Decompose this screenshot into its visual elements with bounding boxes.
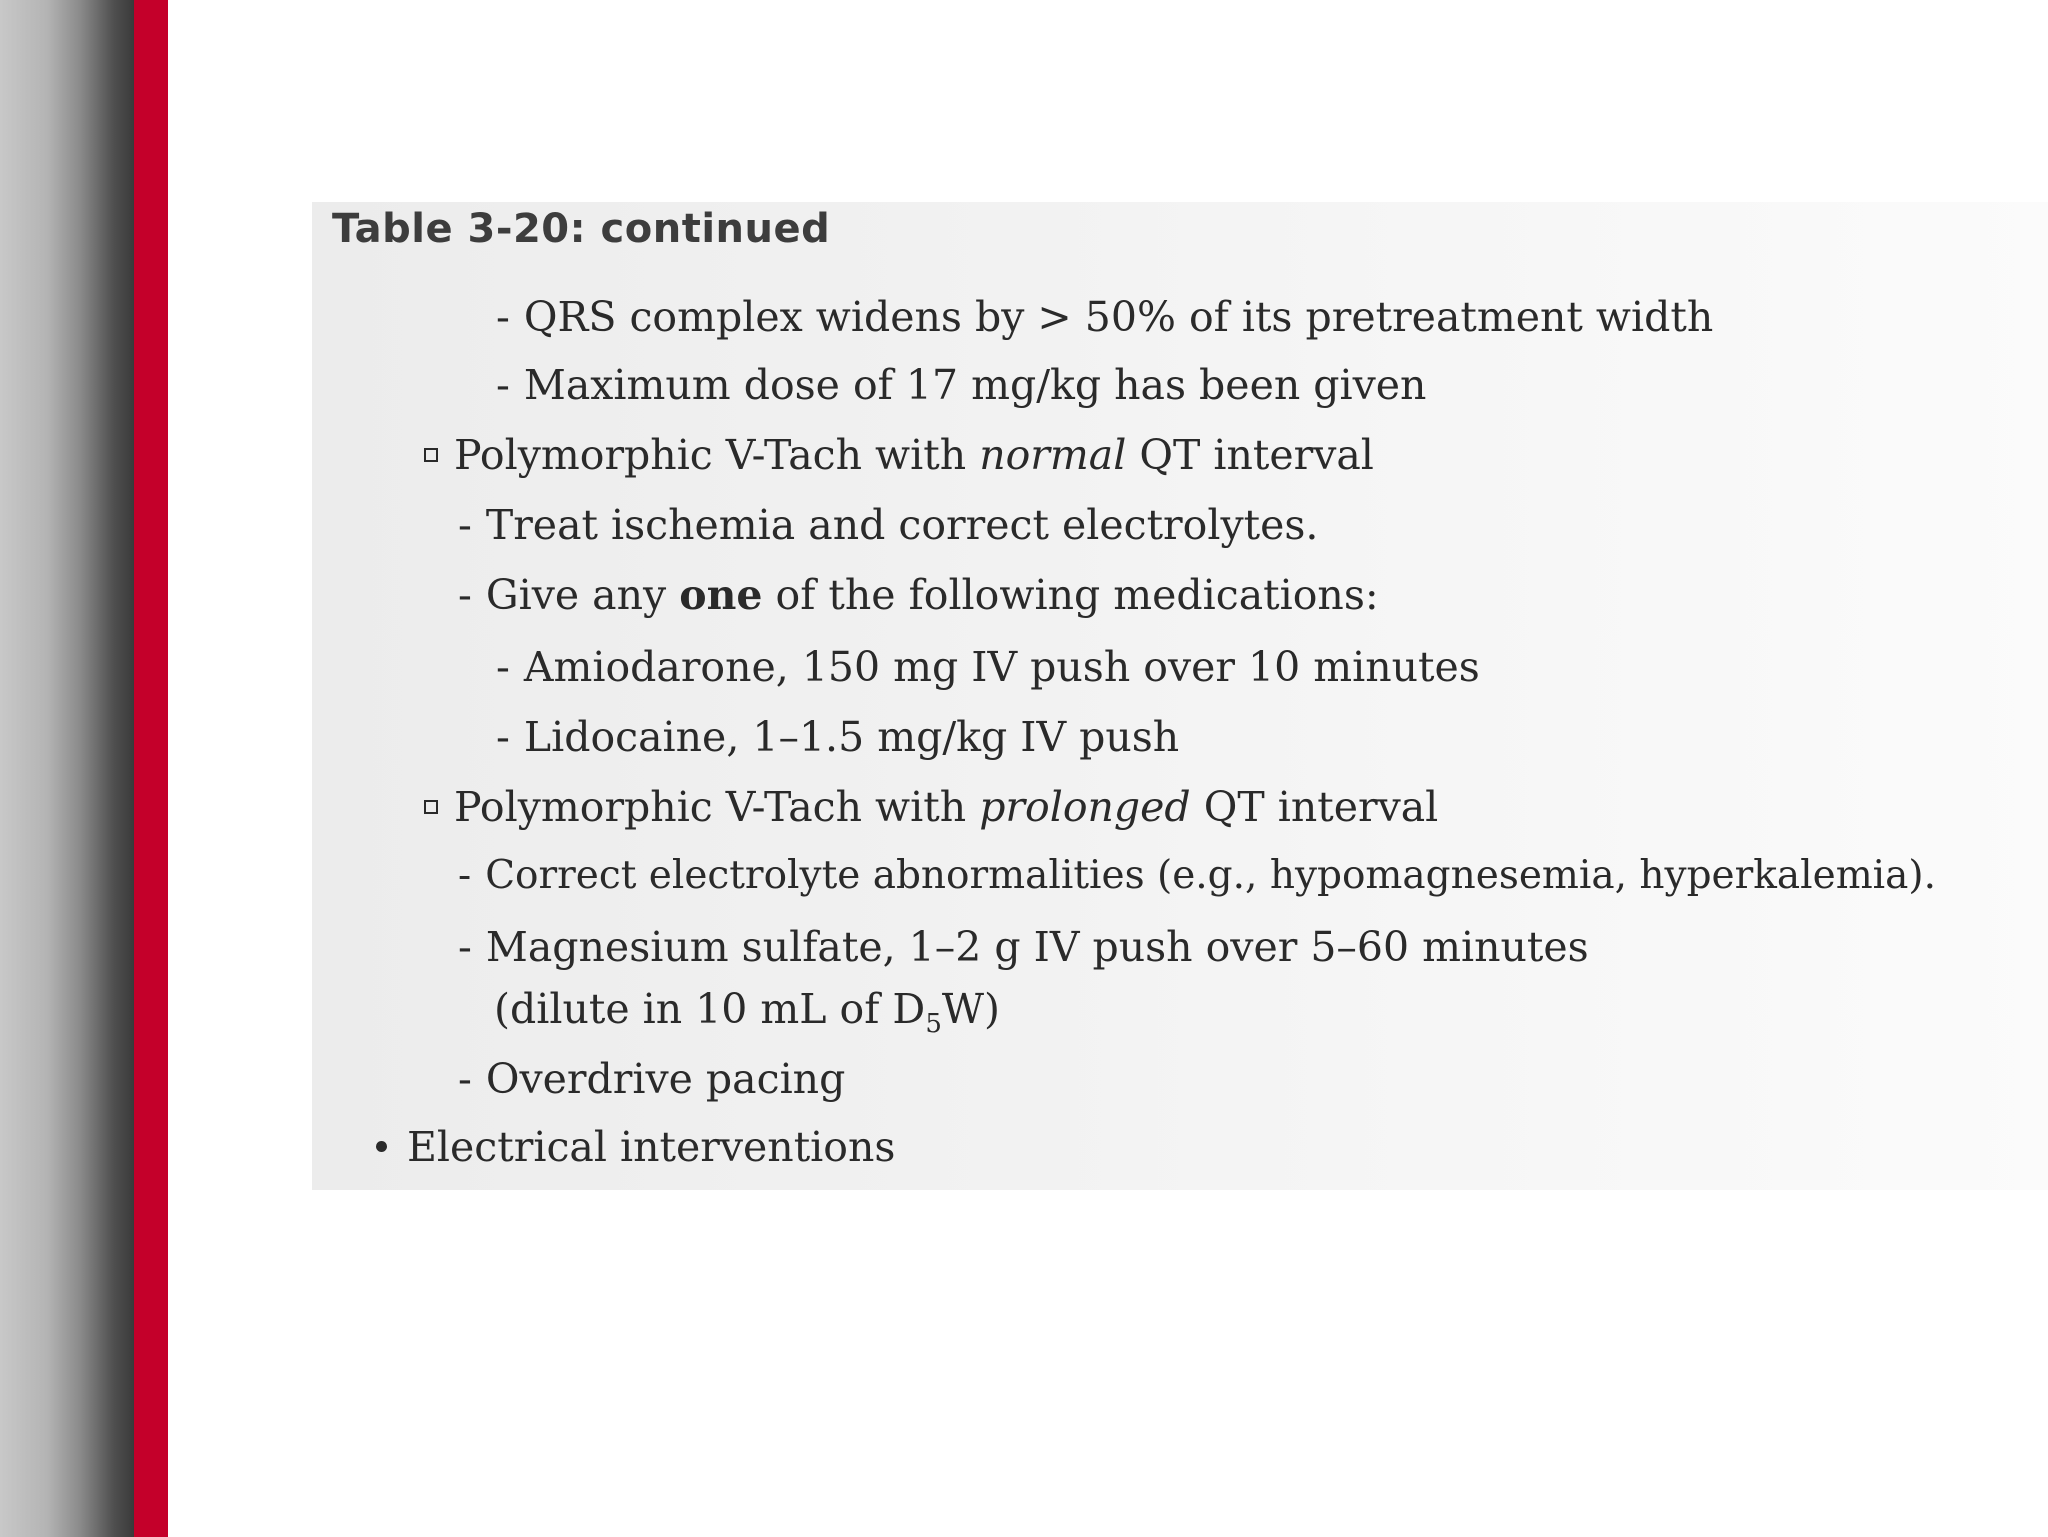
left-red-stripe [134,0,168,1537]
list-item-polymorphic-normal-qt [424,432,1374,479]
square-bullet-icon [424,448,438,462]
dash-marker: - [496,643,510,691]
dash-marker: - [496,713,510,761]
left-gradient-bar [0,0,134,1537]
list-item-text: Amiodarone, 150 mg IV push over 10 minutes [523,643,1480,691]
list-item-text: W) [941,985,1000,1033]
table-title: Table 3-20: continued [332,206,831,252]
subscript-text: 5 [925,1009,942,1040]
dash-marker: - [458,923,472,971]
dash-marker: - [496,293,510,341]
emphasis-text: normal [979,431,1127,479]
list-item-overdrive-pacing [458,1056,845,1103]
list-item-text: Polymorphic V-Tach with [454,783,980,831]
dash-marker: - [458,853,472,898]
dash-marker: - [458,1055,472,1103]
bold-text: one [679,571,763,619]
list-item-correct-electrolytes [458,854,1936,899]
list-item-magnesium-sulfate [458,924,1589,971]
list-item-text: Lidocaine, 1–1.5 mg/kg IV push [523,713,1180,761]
list-item-electrical-interventions [376,1124,895,1171]
list-item-give-any-one [458,572,1379,619]
list-item-text: (dilute in 10 mL of D [494,985,926,1033]
dash-marker: - [458,571,472,619]
list-item-text: Overdrive pacing [485,1055,846,1103]
round-bullet-icon [376,1141,387,1152]
list-item-qrs-widens [496,294,1713,341]
list-item-lidocaine [496,714,1179,761]
dash-marker: - [458,501,472,549]
list-item-text: Electrical interventions [407,1123,896,1171]
emphasis-text: prolonged [979,783,1191,831]
list-item-dilute-note [494,986,1000,1040]
list-item-max-dose [496,362,1426,409]
list-item-text: Give any [485,571,680,619]
list-item-text: QT interval [1190,783,1439,831]
list-item-text: QRS complex widens by > 50% of its pretreatment width [523,293,1714,341]
list-item-text: Magnesium sulfate, 1–2 g IV push over 5–60 minutes [485,923,1589,971]
list-item-treat-ischemia [458,502,1318,549]
list-item-text: Maximum dose of 17 mg/kg has been given [523,361,1427,409]
square-bullet-icon [424,800,438,814]
list-item-text: Correct electrolyte abnormalities (e.g., hypomagnesemia, hyperkalemia). [485,853,1937,898]
dash-marker: - [496,361,510,409]
list-item-text: Treat ischemia and correct electrolytes. [485,501,1319,549]
list-item-text: Polymorphic V-Tach with [454,431,980,479]
list-item-amiodarone [496,644,1480,691]
list-item-polymorphic-prolonged-qt [424,784,1438,831]
list-item-text: QT interval [1126,431,1374,479]
list-item-text: of the following medications: [762,571,1379,619]
scanned-table-area [312,202,2048,1190]
